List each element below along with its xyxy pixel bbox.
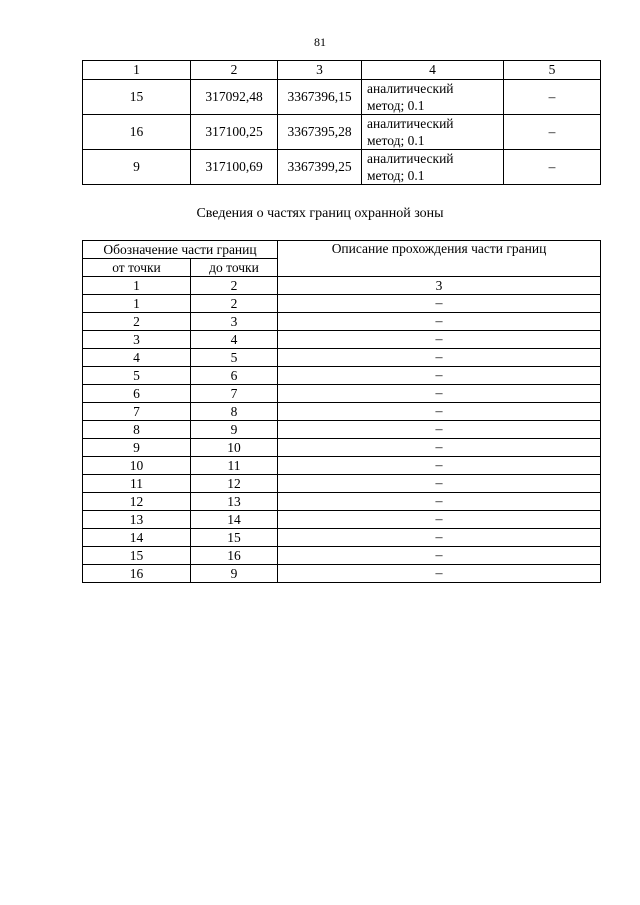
to-point: 12 <box>191 475 278 493</box>
from-point: 4 <box>83 349 191 367</box>
point-number: 15 <box>83 80 191 115</box>
table-row <box>83 313 601 331</box>
description-cell: – <box>278 295 601 313</box>
column-number: 2 <box>191 61 278 80</box>
table-row <box>83 295 601 313</box>
description-cell: – <box>278 439 601 457</box>
to-point: 2 <box>191 295 278 313</box>
description-cell: – <box>278 367 601 385</box>
description-cell: – <box>278 565 601 583</box>
column-number: 1 <box>83 61 191 80</box>
parts-number-row <box>83 277 601 295</box>
header-to-point: до точки <box>191 259 278 277</box>
from-point: 14 <box>83 529 191 547</box>
table-row <box>83 385 601 403</box>
from-point: 8 <box>83 421 191 439</box>
table-row <box>83 367 601 385</box>
parts-header-row <box>83 241 601 259</box>
table-row <box>83 493 601 511</box>
description-cell: – <box>278 403 601 421</box>
method-cell <box>362 150 504 185</box>
table-row <box>83 511 601 529</box>
header-description: Описание прохождения части границ <box>278 241 601 277</box>
method-line: метод; 0.1 <box>367 168 425 183</box>
to-point: 11 <box>191 457 278 475</box>
table-row <box>83 80 601 115</box>
table-row <box>83 150 601 185</box>
description-cell: – <box>278 349 601 367</box>
column-number: 1 <box>83 277 191 295</box>
point-number: 16 <box>83 115 191 150</box>
method-cell <box>362 80 504 115</box>
coordinates-table <box>82 60 601 185</box>
table-row <box>83 565 601 583</box>
description-cell: – <box>278 511 601 529</box>
coordinate-y: 3367395,28 <box>278 115 362 150</box>
column-number: 2 <box>191 277 278 295</box>
table-row <box>83 529 601 547</box>
coordinate-x: 317092,48 <box>191 80 278 115</box>
description-cell: – <box>278 493 601 511</box>
from-point: 12 <box>83 493 191 511</box>
coordinate-x: 317100,25 <box>191 115 278 150</box>
point-number: 9 <box>83 150 191 185</box>
table-row <box>83 475 601 493</box>
from-point: 2 <box>83 313 191 331</box>
from-point: 16 <box>83 565 191 583</box>
table-row <box>83 331 601 349</box>
description-cell: – <box>278 457 601 475</box>
to-point: 5 <box>191 349 278 367</box>
description-cell: – <box>278 421 601 439</box>
to-point: 7 <box>191 385 278 403</box>
method-line: метод; 0.1 <box>367 98 425 113</box>
to-point: 6 <box>191 367 278 385</box>
description-cell: – <box>278 547 601 565</box>
method-line: аналитический <box>367 116 454 131</box>
to-point: 13 <box>191 493 278 511</box>
note-cell: – <box>504 150 601 185</box>
to-point: 14 <box>191 511 278 529</box>
coordinate-x: 317100,69 <box>191 150 278 185</box>
column-number: 4 <box>362 61 504 80</box>
from-point: 15 <box>83 547 191 565</box>
to-point: 9 <box>191 421 278 439</box>
table-row <box>83 115 601 150</box>
from-point: 6 <box>83 385 191 403</box>
from-point: 11 <box>83 475 191 493</box>
column-number: 3 <box>278 61 362 80</box>
header-from-point: от точки <box>83 259 191 277</box>
from-point: 10 <box>83 457 191 475</box>
method-line: аналитический <box>367 81 454 96</box>
description-cell: – <box>278 529 601 547</box>
from-point: 9 <box>83 439 191 457</box>
to-point: 10 <box>191 439 278 457</box>
table-row <box>83 457 601 475</box>
column-number: 3 <box>278 277 601 295</box>
method-line: метод; 0.1 <box>367 133 425 148</box>
boundary-parts-table <box>82 240 601 583</box>
table-row <box>83 547 601 565</box>
coordinate-y: 3367396,15 <box>278 80 362 115</box>
from-point: 13 <box>83 511 191 529</box>
from-point: 5 <box>83 367 191 385</box>
header-boundary-designation: Обозначение части границ <box>83 241 278 259</box>
page-number: 81 <box>314 35 326 49</box>
description-cell: – <box>278 385 601 403</box>
coordinate-y: 3367399,25 <box>278 150 362 185</box>
from-point: 3 <box>83 331 191 349</box>
from-point: 7 <box>83 403 191 421</box>
to-point: 16 <box>191 547 278 565</box>
table-row <box>83 439 601 457</box>
section-heading: Сведения о частях границ охранной зоны <box>196 206 444 221</box>
table-row <box>83 349 601 367</box>
note-cell: – <box>504 80 601 115</box>
to-point: 4 <box>191 331 278 349</box>
description-cell: – <box>278 331 601 349</box>
from-point: 1 <box>83 295 191 313</box>
coordinates-header-row <box>83 61 601 80</box>
to-point: 3 <box>191 313 278 331</box>
method-line: аналитический <box>367 151 454 166</box>
method-cell <box>362 115 504 150</box>
to-point: 8 <box>191 403 278 421</box>
table-row <box>83 403 601 421</box>
to-point: 9 <box>191 565 278 583</box>
table-row <box>83 421 601 439</box>
description-cell: – <box>278 313 601 331</box>
description-cell: – <box>278 475 601 493</box>
column-number: 5 <box>504 61 601 80</box>
note-cell: – <box>504 115 601 150</box>
to-point: 15 <box>191 529 278 547</box>
